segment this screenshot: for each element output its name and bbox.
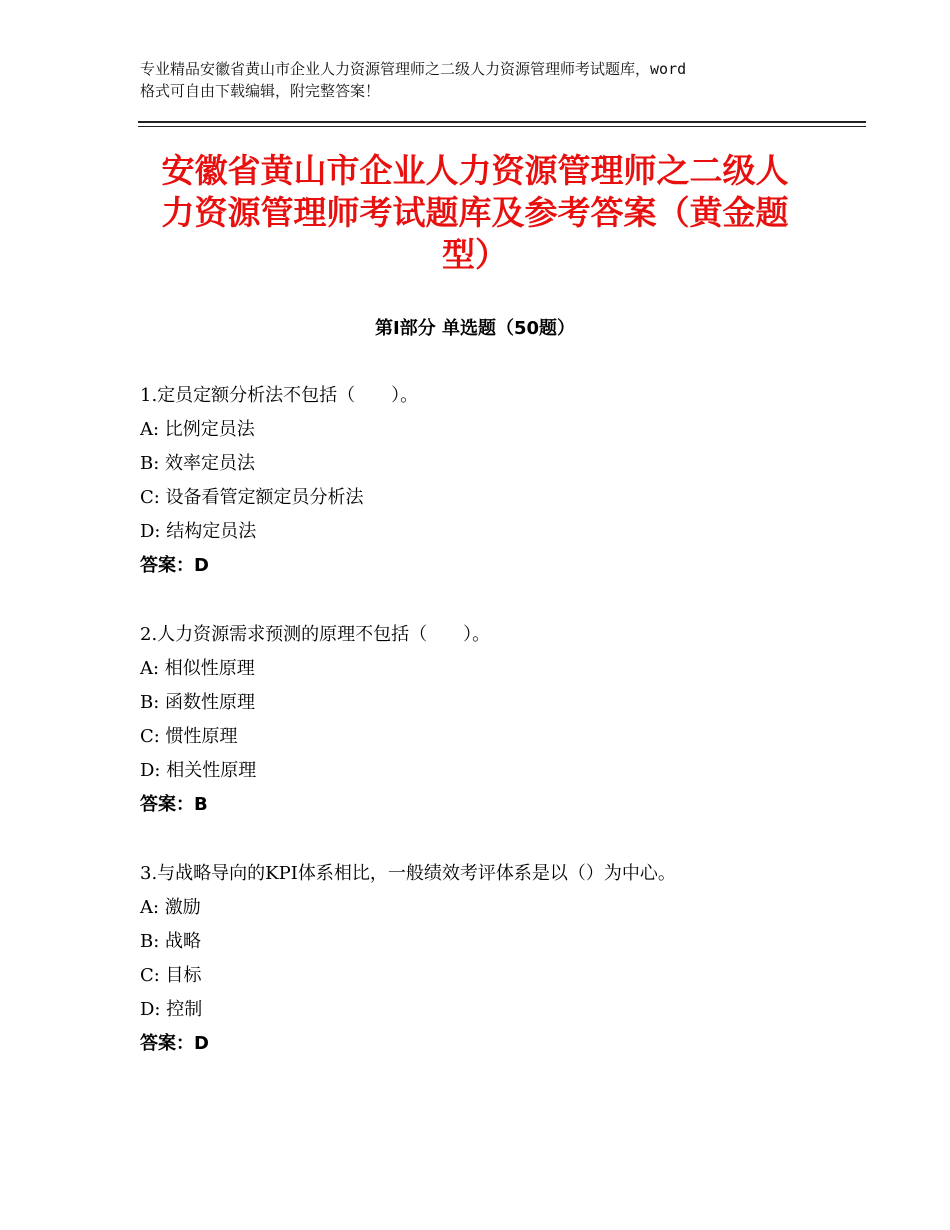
option-a: A: 比例定员法 bbox=[140, 419, 255, 440]
header-divider-thin bbox=[138, 126, 866, 127]
question-stem: 3.与战略导向的KPI体系相比，一般绩效考评体系是以（）为中心。 bbox=[140, 863, 676, 884]
option-d: D: 相关性原理 bbox=[140, 760, 257, 781]
answer-label: 答案：D bbox=[140, 555, 209, 576]
option-c: C: 目标 bbox=[140, 965, 202, 986]
option-b: B: 函数性原理 bbox=[140, 692, 256, 713]
answer-label: 答案：D bbox=[140, 1033, 209, 1054]
section-heading: 第Ⅰ部分 单选题（50题） bbox=[374, 318, 575, 339]
option-c: C: 惯性原理 bbox=[140, 726, 238, 747]
header-note bbox=[140, 58, 840, 102]
option-c: C: 设备看管定额定员分析法 bbox=[140, 487, 364, 508]
option-b: B: 效率定员法 bbox=[140, 453, 256, 474]
option-b: B: 战略 bbox=[140, 931, 202, 952]
option-d: D: 控制 bbox=[140, 999, 203, 1020]
answer-label: 答案：B bbox=[140, 794, 208, 815]
document-title-line-2: 力资源管理师考试题库及参考答案（黄金题 bbox=[161, 193, 789, 232]
header-divider-thick bbox=[138, 121, 866, 123]
question-stem: 1.定员定额分析法不包括（ ）。 bbox=[140, 385, 419, 406]
option-a: A: 相似性原理 bbox=[140, 658, 255, 679]
question-stem: 2.人力资源需求预测的原理不包括（ ）。 bbox=[140, 624, 491, 645]
document-title-line-1: 安徽省黄山市企业人力资源管理师之二级人 bbox=[161, 151, 789, 190]
document-title bbox=[138, 150, 812, 276]
document-title-line-3: 型） bbox=[442, 235, 508, 274]
question-2 bbox=[140, 622, 880, 826]
question-1 bbox=[140, 383, 880, 587]
question-3 bbox=[140, 861, 880, 1065]
header-note-line-2: 格式可自由下载编辑，附完整答案！ bbox=[140, 82, 381, 100]
option-d: D: 结构定员法 bbox=[140, 521, 257, 542]
option-a: A: 激励 bbox=[140, 897, 201, 918]
header-note-line-1: 专业精品安徽省黄山市企业人力资源管理师之二级人力资源管理师考试题库，word bbox=[140, 60, 687, 78]
